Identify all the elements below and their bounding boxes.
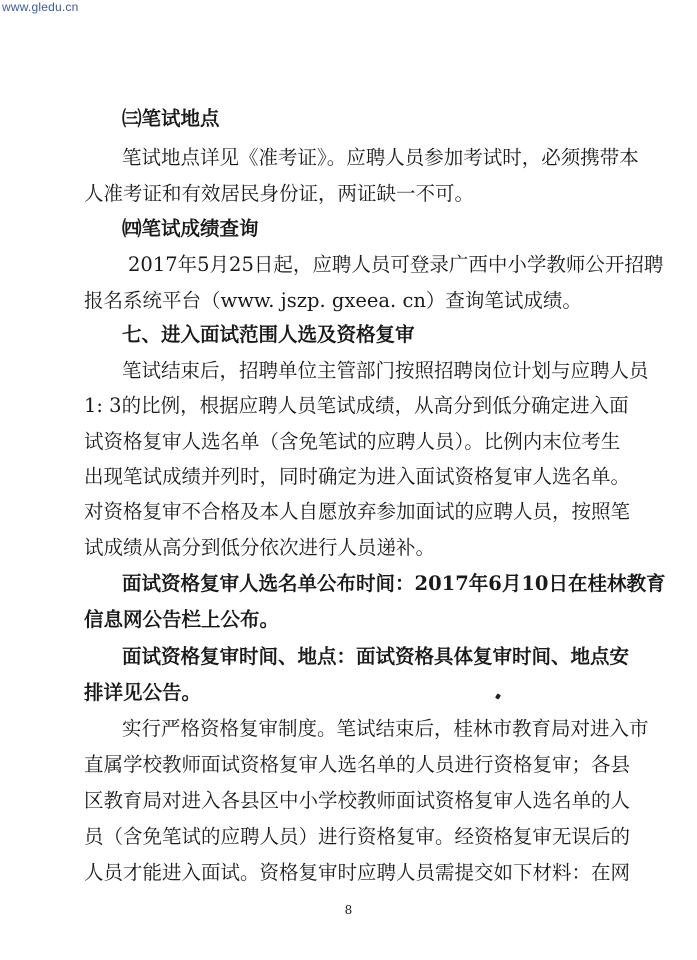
paragraph-line: 报名系统平台（www. jszp. gxeea. cn）查询笔试成绩。 <box>84 289 582 312</box>
paragraph-line-bold: 信息网公告栏上公布。 <box>84 608 280 631</box>
paragraph-line: 人员才能进入面试。资格复审时应聘人员需提交如下材料：在网 <box>84 861 631 884</box>
heading-score-query: ㈣笔试成绩查询 <box>122 217 259 240</box>
paragraph-line: 笔试地点详见《准考证》。应聘人员参加考试时，必须携带本 <box>122 146 639 169</box>
paragraph-line-bold: 排详见公告。 <box>84 681 202 704</box>
paragraph-line: 试资格复审人选名单（含免笔试的应聘人员）。比例内末位考生 <box>84 430 621 453</box>
paragraph-line: 人准考证和有效居民身份证，两证缺一不可。 <box>84 182 475 205</box>
paragraph-line: 出现笔试成绩并列时，同时确定为进入面试资格复审人选名单。 <box>84 465 631 488</box>
paragraph-line: 2017年5月25日起，应聘人员可登录广西中小学教师公开招聘 <box>128 253 664 276</box>
section-heading-interview: 七、进入面试范围人选及资格复审 <box>122 323 415 346</box>
page-number: 8 <box>344 903 353 917</box>
paragraph-line: 笔试结束后，招聘单位主管部门按照招聘岗位计划与应聘人员 <box>122 359 649 382</box>
paragraph-line: 区教育局对进入各县区中小学校教师面试资格复审人选名单的人 <box>84 789 631 812</box>
watermark-url: www.gledu.cn <box>2 0 79 14</box>
paragraph-line: 直属学校教师面试资格复审人选名单的人员进行资格复审；各县 <box>84 753 631 776</box>
paragraph-line-bold: 面试资格复审人选名单公布时间：2017年6月10日在桂林教育 <box>122 572 666 595</box>
paragraph-line: 实行严格资格复审制度。笔试结束后，桂林市教育局对进入市 <box>122 717 649 740</box>
paragraph-line-bold: 面试资格复审时间、地点：面试资格具体复审时间、地点安 <box>122 645 630 668</box>
paragraph-line: 对资格复审不合格及本人自愿放弃参加面试的应聘人员，按照笔 <box>84 500 631 523</box>
heading-exam-location: ㈢笔试地点 <box>122 107 220 130</box>
paragraph-line: 1: 3的比例，根据应聘人员笔试成绩，从高分到低分确定进入面 <box>84 394 629 417</box>
paragraph-line: 员（含免笔试的应聘人员）进行资格复审。经资格复审无误后的 <box>84 825 631 848</box>
paragraph-line: 试成绩从高分到低分依次进行人员递补。 <box>84 536 436 559</box>
